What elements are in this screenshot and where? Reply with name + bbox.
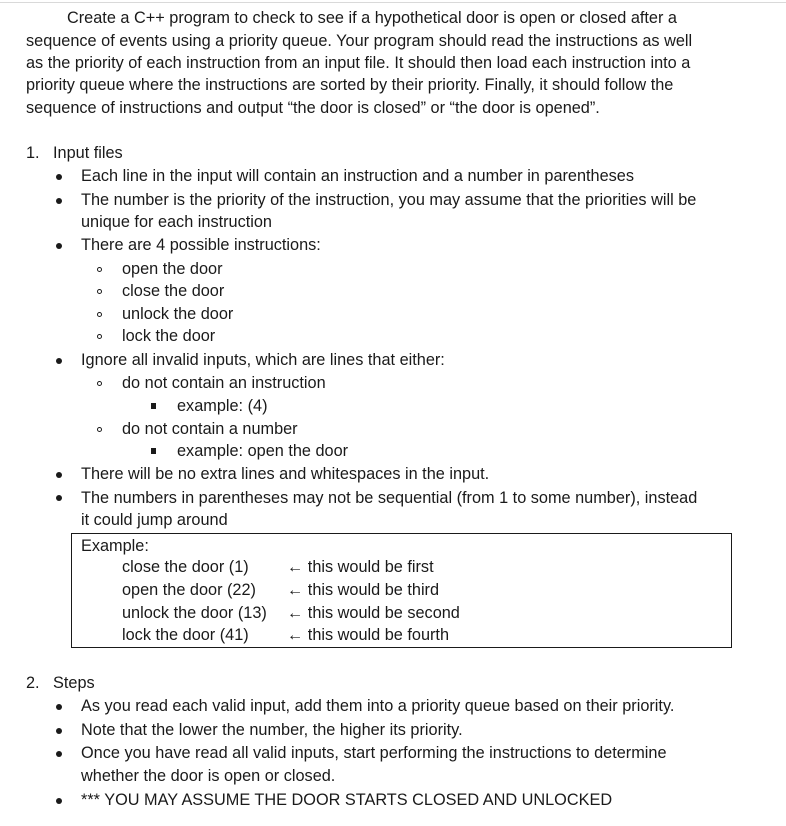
invalid-example: example: (4) [177,397,268,415]
bullet-icon [56,798,62,804]
bullet-icon [56,472,62,478]
example-input: close the door (1) [122,558,249,576]
circle-bullet-icon [97,289,102,294]
example-note: ← this would be first [287,558,434,576]
list-item: As you read each valid input, add them into a priority queue based on their priority. [81,697,675,715]
section2-title: Steps [53,674,95,692]
list-item: Each line in the input will contain an instruction and a number in parentheses [81,167,634,185]
instruction-item: unlock the door [122,305,234,323]
invalid-example: example: open the door [177,442,349,460]
list-item: Ignore all invalid inputs, which are lines that either: [81,351,445,369]
invalid-item: do not contain a number [122,420,298,438]
list-item: The numbers in parentheses may not be sequential (from 1 to some number), instead [81,489,698,507]
bullet-icon [56,174,62,180]
instruction-item: open the door [122,260,223,278]
page-top-rule [0,2,786,3]
bullet-icon [56,198,62,204]
bullet-icon [56,728,62,734]
list-item-note: *** YOU MAY ASSUME THE DOOR STARTS CLOSED AND UNLOCKED [81,791,613,809]
example-input: unlock the door (13) [122,604,267,622]
list-item: Once you have read all valid inputs, start performing the instructions to determine [81,744,667,762]
example-note: ← this would be third [287,581,440,599]
square-bullet-icon [151,403,156,409]
circle-bullet-icon [97,427,102,432]
intro-line: sequence of events using a priority queue. Your program should read the instructions as well [26,32,693,50]
bullet-icon [56,358,62,364]
example-input: open the door (22) [122,581,256,599]
list-item: The number is the priority of the instruction, you may assume that the priorities will be [81,191,697,209]
list-item: There will be no extra lines and whitespaces in the input. [81,465,490,483]
list-item-continued: it could jump around [81,511,228,529]
instruction-item: close the door [122,282,225,300]
intro-line: Create a C++ program to check to see if a hypothetical door is open or closed after a [67,9,677,27]
intro-line: sequence of instructions and output “the door is closed” or “the door is opened”. [26,99,600,117]
circle-bullet-icon [97,267,102,272]
circle-bullet-icon [97,381,102,386]
example-note: ← this would be fourth [287,626,449,644]
bullet-icon [56,243,62,249]
list-item: There are 4 possible instructions: [81,236,321,254]
invalid-item: do not contain an instruction [122,374,326,392]
instruction-item: lock the door [122,327,216,345]
section1-title: Input files [53,144,123,162]
circle-bullet-icon [97,334,102,339]
intro-line: priority queue where the instructions are sorted by their priority. Finally, it should follow the [26,76,674,94]
bullet-icon [56,704,62,710]
square-bullet-icon [151,448,156,454]
bullet-icon [56,751,62,757]
section1-number: 1. [26,144,40,162]
intro-line: as the priority of each instruction from an input file. It should then load each instruction into a [26,54,691,72]
example-label: Example: [81,537,149,555]
example-input: lock the door (41) [122,626,249,644]
section2-number: 2. [26,674,40,692]
bullet-icon [56,495,62,501]
list-item: Note that the lower the number, the higher its priority. [81,721,463,739]
list-item-continued: unique for each instruction [81,213,272,231]
list-item-continued: whether the door is open or closed. [81,767,336,785]
circle-bullet-icon [97,312,102,317]
example-note: ← this would be second [287,604,460,622]
